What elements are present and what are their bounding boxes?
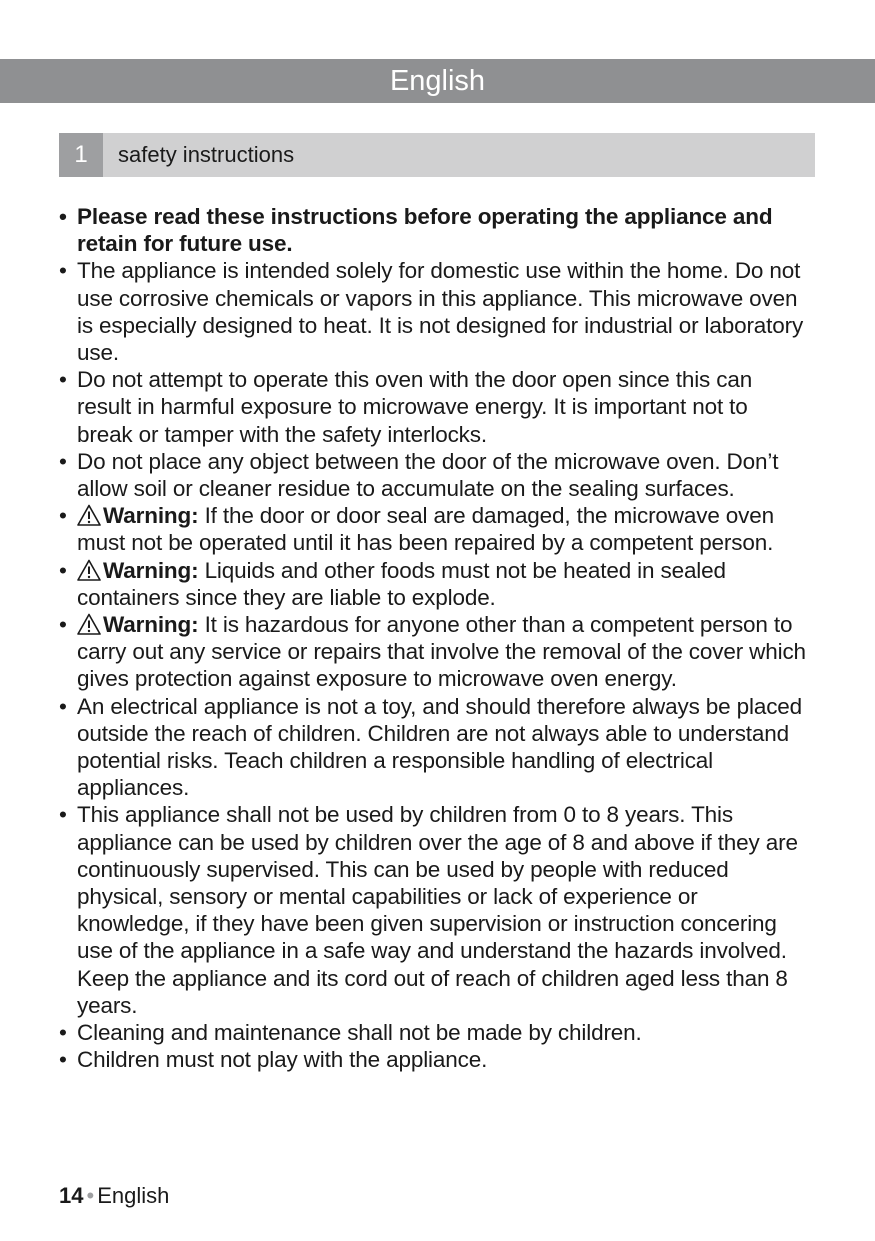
bullet: • [59,1047,67,1073]
list-item [59,1019,809,1046]
instruction-text: Children must not play with the appliance. [77,1047,488,1073]
list-item [59,693,809,802]
instruction-text: An electrical appliance is not a toy, and should therefore always be placed outside the reach of children. Children are not always able to understand potential risks. Teach children a responsible handling of electrical appliances. [77,693,803,801]
footer-language: English [97,1183,170,1208]
list-item [59,557,809,611]
bullet: • [59,1020,67,1046]
footer-separator: • [86,1183,95,1208]
list-item [59,1046,809,1073]
warning-label: Warning: [103,612,199,638]
bullet: • [59,204,67,229]
instruction-text: Please read these instructions before operating the appliance and retain for future use. [77,204,773,257]
banner-language: English [389,65,486,97]
instruction-text: The appliance is intended solely for domestic use within the home. Do not use corrosive chemicals or vapors in this appliance. This microwave oven is especially designed to heat. It is not designed for industrial or laboratory use. [77,258,804,366]
bullet: • [59,612,67,638]
list-item [59,366,809,448]
bullet: • [59,802,67,828]
section-number: 1 [59,133,103,177]
list-item [59,203,809,257]
instruction-text: Cleaning and maintenance shall not be made by children. [77,1020,642,1046]
section-title: safety instructions [118,142,295,167]
bullet: • [59,258,67,284]
list-item [59,611,809,693]
language-banner [0,59,875,103]
warning-triangle-icon [77,613,101,635]
instruction-text: Liquids and other foods must not be heated in sealed containers since they are liable to explode. [77,557,726,610]
warning-label: Warning: [103,503,199,529]
section-header [59,133,815,177]
instruction-text: This appliance shall not be used by children from 0 to 8 years. This appliance can be used by children over the age of 8 and above if they are continuously supervised. This can be used by people with reduced physical, sensory or mental capabilities or lack of experience or knowledge, if they have been given supervision or instruction concering use of the appliance in a safe way and understand the hazards involved. Keep the appliance and its cord out of reach of children aged less than 8 years. [77,802,798,1018]
list-item [59,448,809,502]
bullet: • [59,503,67,529]
bullet: • [59,448,67,474]
warning-label: Warning: [103,557,199,583]
instruction-text: Do not attempt to operate this oven with the door open since this can result in harmful exposure to microwave energy. It is important not to break or tamper with the safety interlocks. [77,367,753,447]
page-footer [59,1182,169,1210]
instruction-text: Do not place any object between the door of the microwave oven. Don’t allow soil or cleaner residue to accumulate on the sealing surfaces. [77,448,779,502]
warning-triangle-icon [77,559,101,581]
list-item [59,801,809,1019]
list-item [59,502,809,556]
page-number: 14 [59,1183,84,1208]
instruction-text: It is hazardous for anyone other than a competent person to carry out any service or repairs that involve the removal of the cover which gives protection against exposure to microwave oven energy. [77,612,806,692]
safety-instructions-list [59,203,809,1074]
bullet: • [59,693,67,719]
bullet: • [59,557,67,583]
warning-triangle-icon [77,504,101,526]
bullet: • [59,367,67,393]
instruction-text: If the door or door seal are damaged, the microwave oven must not be operated until it has been repaired by a competent person. [77,503,774,556]
list-item [59,257,809,366]
